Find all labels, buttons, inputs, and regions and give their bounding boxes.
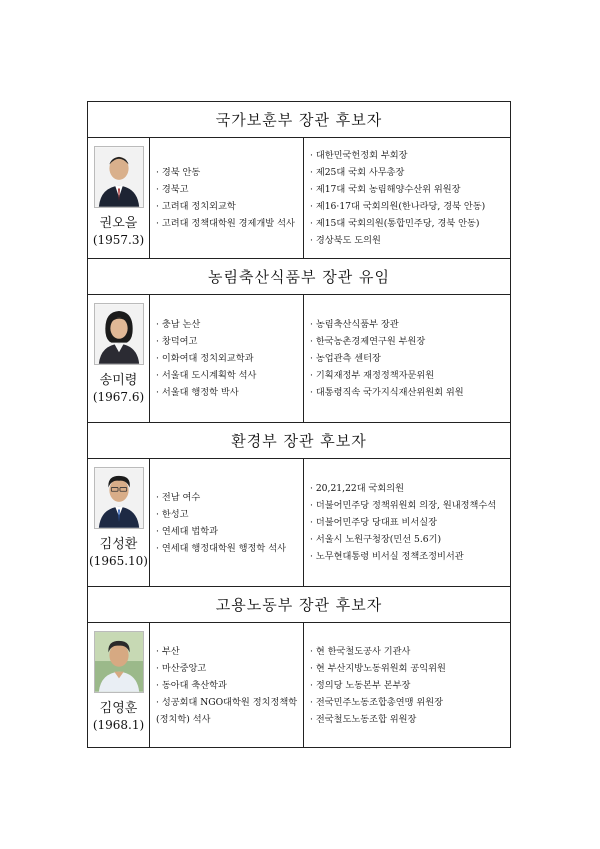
career-item: · 서울시 노원구청장(민선 5.6기) bbox=[310, 534, 442, 545]
profile-cell bbox=[88, 623, 150, 747]
education-cell bbox=[150, 459, 304, 586]
career-item: · 대한민국헌정회 부회장 bbox=[310, 150, 408, 161]
education-item: · 전남 여수 bbox=[156, 491, 201, 503]
profile-cell bbox=[88, 295, 150, 422]
education-item: · 동아대 축산학과 bbox=[156, 679, 227, 691]
birth-year: (1965.10) bbox=[89, 554, 148, 568]
education-item: · 고려대 정치외교학 bbox=[156, 201, 236, 212]
career-item: · 제25대 국회 사무총장 bbox=[310, 167, 405, 178]
nominee-row bbox=[88, 459, 510, 587]
nominee-name: 김성환 bbox=[99, 537, 138, 552]
section-title: 환경부 장관 후보자 bbox=[88, 423, 510, 459]
career-item: · 전국철도노동조합 위원장 bbox=[310, 713, 417, 725]
education-item: · 한성고 bbox=[156, 508, 189, 520]
education-item: · 서울대 행정학 박사 bbox=[156, 387, 239, 398]
career-item: · 제17대 국회 농림해양수산위 위원장 bbox=[310, 184, 461, 195]
profile-cell bbox=[88, 459, 150, 586]
nominee-name: 김영훈 bbox=[99, 701, 138, 716]
career-item: · 더불어민주당 당대표 비서실장 bbox=[310, 517, 438, 528]
nominee-name: 송미령 bbox=[99, 373, 138, 388]
career-item: · 더불어민주당 정책위원회 의장, 원내정책수석 bbox=[310, 500, 497, 511]
education-item: · 경북고 bbox=[156, 184, 189, 195]
section-title: 국가보훈부 장관 후보자 bbox=[88, 102, 510, 138]
profile-cell bbox=[88, 138, 150, 258]
career-item: · 기획재정부 재정정책자문위원 bbox=[310, 370, 435, 381]
portrait-photo bbox=[94, 631, 144, 693]
education-item: · 연세대 법학과 bbox=[156, 525, 219, 537]
section-title: 농림축산식품부 장관 유임 bbox=[88, 259, 510, 295]
nominee-row bbox=[88, 138, 510, 259]
portrait-photo bbox=[94, 467, 144, 529]
career-item: · 정의당 노동본부 본부장 bbox=[310, 679, 411, 691]
education-item: · 성공회대 NGO대학원 정치정책학 (정치학) 석사 bbox=[156, 696, 298, 725]
career-item: · 대통령직속 국가지식재산위원회 위원 bbox=[310, 387, 464, 398]
section-title: 고용노동부 장관 후보자 bbox=[88, 587, 510, 623]
nominee-table bbox=[87, 101, 511, 748]
career-item: · 현 부산지방노동위원회 공익위원 bbox=[310, 662, 446, 674]
portrait-photo bbox=[94, 146, 144, 208]
career-item: · 한국농촌경제연구원 부원장 bbox=[310, 336, 426, 347]
education-item: · 연세대 행정대학원 행정학 석사 bbox=[156, 542, 286, 554]
education-cell bbox=[150, 623, 304, 747]
education-item: · 충남 논산 bbox=[156, 319, 201, 330]
career-item: · 경상북도 도의원 bbox=[310, 235, 381, 246]
education-item: · 마산중앙고 bbox=[156, 662, 207, 674]
birth-year: (1957.3) bbox=[92, 233, 145, 247]
career-item: · 제16·17대 국회의원(한나라당, 경북 안동) bbox=[310, 201, 486, 212]
nominee-row bbox=[88, 295, 510, 423]
career-item: · 노무현대통령 비서실 정책조정비서관 bbox=[310, 551, 464, 562]
education-item: · 경북 안동 bbox=[156, 167, 201, 178]
education-item: · 이화여대 정치외교학과 bbox=[156, 353, 254, 364]
career-item: · 제15대 국회의원(통합민주당, 경북 안동) bbox=[310, 218, 480, 229]
career-item: · 농업관측 센터장 bbox=[310, 353, 381, 364]
birth-year: (1968.1) bbox=[92, 718, 145, 732]
education-item: · 고려대 정책대학원 경제개발 석사 bbox=[156, 218, 295, 229]
career-cell bbox=[304, 295, 510, 422]
education-item: · 서울대 도시계획학 석사 bbox=[156, 370, 257, 381]
portrait-photo bbox=[94, 303, 144, 365]
education-item: · 부산 bbox=[156, 645, 180, 657]
career-item: · 현 한국철도공사 기관사 bbox=[310, 645, 411, 657]
career-cell bbox=[304, 459, 510, 586]
education-item: · 창덕여고 bbox=[156, 336, 198, 347]
career-item: · 20,21,22대 국회의원 bbox=[310, 483, 405, 494]
education-cell bbox=[150, 295, 304, 422]
career-item: · 농림축산식품부 장관 bbox=[310, 319, 399, 330]
education-cell bbox=[150, 138, 304, 258]
nominee-row bbox=[88, 623, 510, 747]
nominee-name: 권오을 bbox=[99, 216, 138, 231]
career-cell bbox=[304, 623, 510, 747]
career-cell bbox=[304, 138, 510, 258]
birth-year: (1967.6) bbox=[92, 390, 145, 404]
career-item: · 전국민주노동조합총연맹 위원장 bbox=[310, 696, 444, 708]
